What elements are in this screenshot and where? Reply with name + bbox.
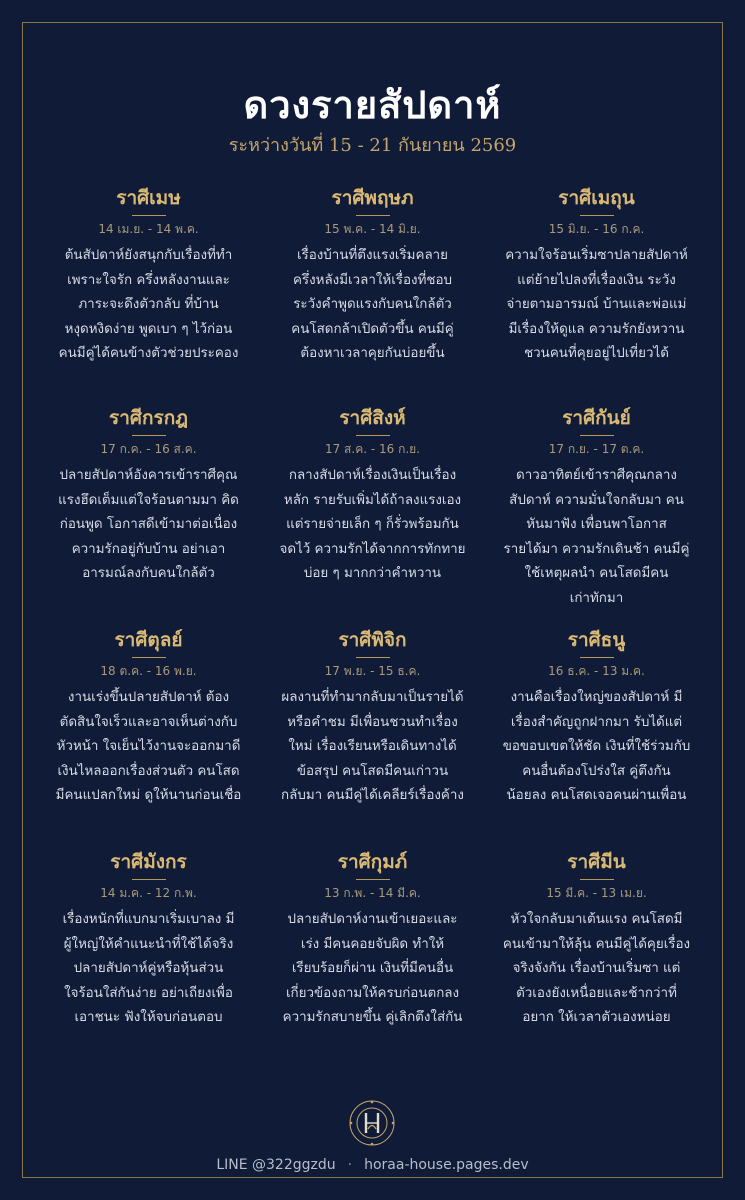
forecast-line: ใหม่ เรื่องเรียนหรือเดินทางได้ <box>288 739 457 754</box>
zodiac-card <box>44 626 253 848</box>
zodiac-card <box>492 404 701 626</box>
zodiac-date-range: 15 พ.ค. - 14 มิ.ย. <box>324 222 421 236</box>
horoscope-grid <box>44 184 701 1068</box>
forecast-line: ความรักอยู่กับบ้าน อย่าเอา <box>71 541 226 557</box>
forecast-line: เงินไหลออกเรื่องส่วนตัว คนโสด <box>57 763 240 779</box>
forecast-line: แรงฮึดเต็มแต่ใจร้อนตามมา คิด <box>58 492 239 508</box>
zodiac-forecast <box>492 244 701 367</box>
forecast-line: คนมีคู่ได้คนข้างตัวช่วยประคอง <box>58 346 239 361</box>
zodiac-name: ราศีกรกฎ <box>109 407 188 429</box>
zodiac-card <box>268 404 477 626</box>
forecast-line: เร่ง มีคนคอยจับผิด ทำให้ <box>300 936 445 952</box>
zodiac-forecast <box>492 908 701 1031</box>
forecast-line: ความรักสบายขึ้น คู่เลิกตึงใส่กัน <box>282 1010 463 1025</box>
forecast-line: ข้อสรุป คนโสดมีคนเก่าวน <box>296 763 449 779</box>
zodiac-date-range: 15 มิ.ย. - 16 ก.ค. <box>548 222 645 236</box>
forecast-line: คนโสดกล้าเปิดตัวขึ้น คนมีคู่ <box>291 321 454 337</box>
zodiac-card <box>492 626 701 848</box>
forecast-line: ดาวอาทิตย์เข้าราศีคุณกลาง <box>516 468 677 483</box>
zodiac-card <box>268 848 477 1068</box>
zodiac-card <box>492 848 701 1068</box>
forecast-line: หรือคำชม มีเพื่อนชวนทำเรื่อง <box>287 714 458 730</box>
zodiac-divider <box>132 215 166 216</box>
zodiac-forecast <box>44 464 253 587</box>
forecast-line: ชวนคนที่คุยอยู่ไปเที่ยวได้ <box>524 346 669 361</box>
forecast-line: ภาระจะดึงตัวกลับ ที่บ้าน <box>78 297 219 312</box>
forecast-line: งานเร่งขึ้นปลายสัปดาห์ ต้อง <box>67 690 230 705</box>
zodiac-name: ราศีมังกร <box>110 851 187 873</box>
forecast-line: ปลายสัปดาห์คู่หรือหุ้นส่วน <box>73 961 224 976</box>
zodiac-forecast <box>44 244 253 367</box>
forecast-line: เรียบร้อยก็ผ่าน เงินที่มีคนอื่น <box>291 961 454 976</box>
zodiac-divider <box>580 435 614 436</box>
forecast-line: ต้องหาเวลาคุยกันบ่อยขึ้น <box>300 346 445 361</box>
forecast-line: บ่อย ๆ มากกว่าคำหวาน <box>303 566 442 581</box>
zodiac-divider <box>580 215 614 216</box>
zodiac-date-range: 17 ก.ย. - 17 ต.ค. <box>548 442 645 456</box>
forecast-line: อารมณ์ลงกับคนใกล้ตัว <box>82 566 215 581</box>
forecast-line: เก่าทักมา <box>569 590 624 606</box>
zodiac-forecast <box>268 244 477 367</box>
forecast-line: กลางสัปดาห์เรื่องเงินเป็นเรื่อง <box>288 468 457 483</box>
footer-separator: · <box>347 1157 353 1173</box>
zodiac-name: ราศีธนู <box>567 629 626 651</box>
forecast-line: มีคนแปลกใหม่ ดูให้นานก่อนเชื่อ <box>55 788 242 803</box>
horaa-house-logo-icon <box>347 1098 397 1148</box>
zodiac-divider <box>580 657 614 658</box>
forecast-line: รายได้มา ความรักเดินช้า คนมีคู่ <box>503 541 690 557</box>
forecast-line: หงุดหงิดง่าย พูดเบา ๆ ไว้ก่อน <box>64 321 233 337</box>
zodiac-forecast <box>268 908 477 1031</box>
zodiac-card <box>268 626 477 848</box>
forecast-line: หลัก รายรับเพิ่มได้ถ้าลงแรงเอง <box>283 492 462 508</box>
zodiac-name: ราศีกันย์ <box>562 407 631 429</box>
forecast-line: ตัดสินใจเร็วและอาจเห็นต่างกับ <box>59 714 238 730</box>
zodiac-name: ราศีพฤษภ <box>331 187 414 209</box>
forecast-line: ระวังคำพูดแรงกับคนใกล้ตัว <box>293 297 452 312</box>
forecast-line: คนอื่นต้องโปร่งใส คู่ตึงกัน <box>522 763 671 779</box>
forecast-line: แต่รายจ่ายเล็ก ๆ ก็รั่วพร้อมกัน <box>286 517 459 532</box>
zodiac-name: ราศีเมถุน <box>558 187 635 209</box>
forecast-line: กลับมา คนมีคู่ได้เคลียร์เรื่องค้าง <box>281 788 464 803</box>
forecast-line: หัวหน้า ใจเย็นไว้งานจะออกมาดี <box>56 739 241 754</box>
zodiac-forecast <box>492 464 701 611</box>
zodiac-date-range: 13 ก.พ. - 14 มี.ค. <box>324 886 421 900</box>
page-title: ดวงรายสัปดาห์ <box>243 82 502 127</box>
forecast-line: สัปดาห์ ความมั่นใจกลับมา คน <box>509 492 684 508</box>
forecast-line: ใช้เหตุผลนำ คนโสดมีคน <box>524 566 669 581</box>
zodiac-date-range: 17 ก.ค. - 16 ส.ค. <box>100 442 197 456</box>
forecast-line: เพราะใจรัก ครึ่งหลังงานและ <box>67 272 230 288</box>
zodiac-divider <box>580 879 614 880</box>
forecast-line: ครึ่งหลังมีเวลาให้เรื่องที่ชอบ <box>292 272 453 288</box>
forecast-line: ใจร้อนใส่กันง่าย อย่าเถียงเพื่อ <box>64 985 233 1001</box>
footer <box>0 1157 745 1173</box>
forecast-line: น้อยลง คนโสดเจอคนผ่านเพื่อน <box>506 788 687 803</box>
zodiac-divider <box>356 215 390 216</box>
forecast-line: หัวใจกลับมาเต้นแรง คนโสดมี <box>510 912 683 927</box>
zodiac-forecast <box>268 686 477 809</box>
forecast-line: อยาก ให้เวลาตัวเองหน่อย <box>522 1010 671 1025</box>
zodiac-name: ราศีสิงห์ <box>339 407 406 429</box>
forecast-line: เกี่ยวข้องถามให้ครบก่อนตกลง <box>285 985 460 1001</box>
forecast-line: เรื่องบ้านที่ตึงแรงเริ่มคลาย <box>296 248 449 263</box>
footer-website-link[interactable]: horaa-house.pages.dev <box>364 1157 529 1173</box>
forecast-line: ปลายสัปดาห์งานเข้าเยอะและ <box>287 912 458 927</box>
forecast-line: ต้นสัปดาห์ยังสนุกกับเรื่องที่ทำ <box>64 248 233 263</box>
forecast-line: ตัวเองยังเหนื่อยและช้ากว่าที่ <box>516 985 677 1001</box>
zodiac-date-range: 17 ส.ค. - 16 ก.ย. <box>324 442 421 456</box>
zodiac-date-range: 14 ม.ค. - 12 ก.พ. <box>100 886 197 900</box>
zodiac-divider <box>132 879 166 880</box>
zodiac-divider <box>356 435 390 436</box>
forecast-line: แต่ย้ายไปลงที่เรื่องเงิน ระวัง <box>517 272 676 288</box>
forecast-line: หันมาฟัง เพื่อนพาโอกาส <box>526 517 667 532</box>
forecast-line: จดไว้ ความรักได้จากการทักทาย <box>279 541 466 557</box>
forecast-line: เรื่องหนักที่แบกมาเริ่มเบาลง มี <box>62 912 235 927</box>
forecast-line: ผู้ใหญ่ให้คำแนะนำที่ใช้ได้จริง <box>63 936 234 952</box>
forecast-line: ผลงานที่ทำมากลับมาเป็นรายได้ <box>281 690 464 705</box>
zodiac-date-range: 18 ต.ค. - 16 พ.ย. <box>100 664 197 678</box>
zodiac-forecast <box>492 686 701 809</box>
zodiac-forecast <box>44 908 253 1031</box>
zodiac-card <box>44 848 253 1068</box>
zodiac-name: ราศีตุลย์ <box>114 629 183 651</box>
zodiac-card <box>492 184 701 404</box>
forecast-line: เอาชนะ ฟังให้จบก่อนตอบ <box>74 1010 223 1025</box>
zodiac-card <box>268 184 477 404</box>
zodiac-date-range: 17 พ.ย. - 15 ธ.ค. <box>324 664 421 678</box>
zodiac-card <box>44 404 253 626</box>
zodiac-card <box>44 184 253 404</box>
zodiac-divider <box>356 879 390 880</box>
zodiac-divider <box>132 435 166 436</box>
forecast-line: ขอขอบเขตให้ชัด เงินที่ใช้ร่วมกับ <box>502 739 691 754</box>
zodiac-date-range: 14 เม.ย. - 14 พ.ค. <box>98 222 199 236</box>
page-subtitle: ระหว่างวันที่ 15 - 21 กันยายน 2569 <box>228 135 517 156</box>
zodiac-name: ราศีกุมภ์ <box>337 851 408 873</box>
forecast-line: คนเข้ามาให้ลุ้น คนมีคู่ได้คุยเรื่อง <box>502 936 691 952</box>
forecast-line: จ่ายตามอารมณ์ บ้านและพ่อแม่ <box>506 297 687 312</box>
forecast-line: มีเรื่องให้ดูแล ความรักยังหวาน <box>508 321 685 337</box>
forecast-line: ปลายสัปดาห์อังคารเข้าราศีคุณ <box>59 468 238 483</box>
zodiac-name: ราศีมีน <box>567 851 626 873</box>
zodiac-divider <box>132 657 166 658</box>
zodiac-name: ราศีเมษ <box>116 187 181 209</box>
forecast-line: ก่อนพูด โอกาสดีเข้ามาต่อเนื่อง <box>59 517 238 532</box>
forecast-line: จริงจังกัน เรื่องบ้านเริ่มซา แต่ <box>512 961 681 976</box>
forecast-line: เรื่องสำคัญถูกฝากมา รับได้แต่ <box>510 714 683 730</box>
zodiac-name: ราศีพิจิก <box>338 629 407 651</box>
forecast-line: งานคือเรื่องใหญ่ของสัปดาห์ มี <box>510 690 683 705</box>
zodiac-forecast <box>268 464 477 587</box>
footer-line-id[interactable]: LINE @322ggzdu <box>216 1157 336 1173</box>
zodiac-divider <box>356 657 390 658</box>
forecast-line: ความใจร้อนเริ่มซาปลายสัปดาห์ <box>505 248 688 263</box>
zodiac-forecast <box>44 686 253 809</box>
zodiac-date-range: 15 มี.ค. - 13 เม.ย. <box>546 886 647 900</box>
zodiac-date-range: 16 ธ.ค. - 13 ม.ค. <box>548 664 645 678</box>
